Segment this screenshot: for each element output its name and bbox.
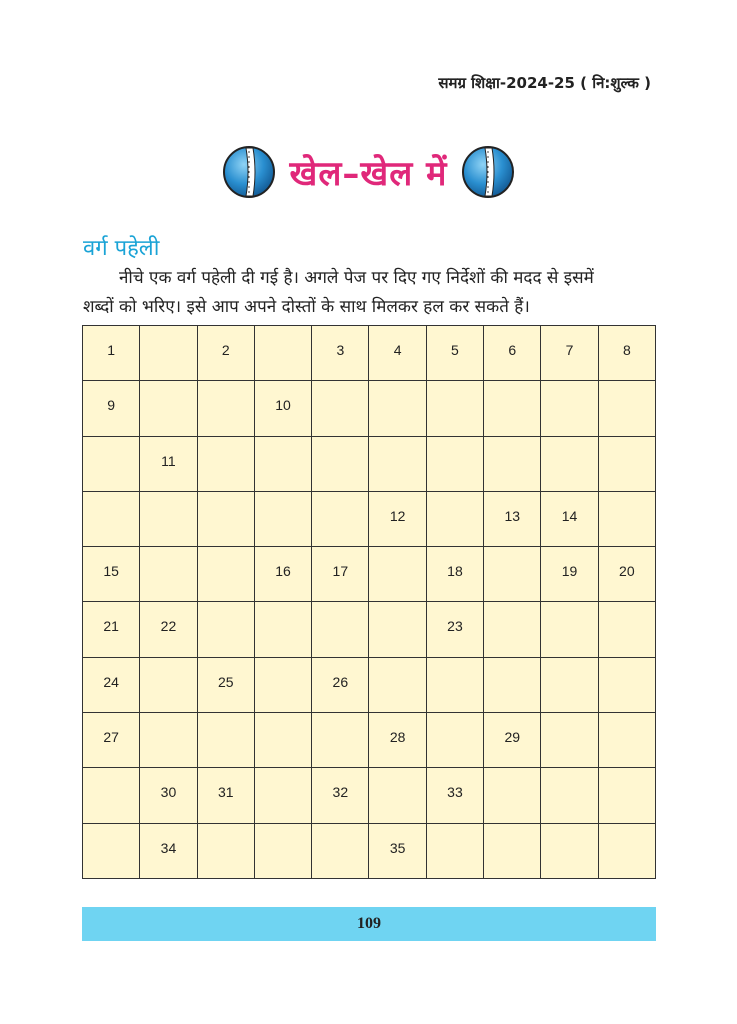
grid-cell[interactable] (484, 768, 541, 823)
grid-cell[interactable] (484, 602, 541, 657)
grid-cell[interactable] (255, 492, 312, 547)
cell-number: 33 (447, 784, 463, 801)
cell-number: 31 (217, 784, 234, 801)
cell-number: 6 (508, 342, 517, 358)
grid-cell[interactable] (599, 602, 656, 657)
cell-number: 2 (221, 342, 230, 358)
page-header: समग्र शिक्षा-2024-25 ( नि:शुल्क ) (438, 74, 651, 92)
intro-line-1: नीचे एक वर्ग पहेली दी गई है। अगले पेज पर दिए गए निर्देशों की मदद से इसमें (119, 268, 594, 288)
cell-number: 7 (565, 342, 574, 358)
cell-number: 21 (103, 618, 119, 635)
grid-cell[interactable] (484, 381, 541, 436)
page-title: खेल–खेल में (289, 154, 448, 194)
cell-number: 20 (619, 563, 635, 580)
grid-cell[interactable] (369, 768, 426, 823)
grid-cell[interactable] (599, 658, 656, 713)
grid-cell[interactable] (484, 437, 541, 492)
cell-number: 14 (561, 507, 578, 524)
grid-cell[interactable] (541, 713, 598, 768)
grid-cell[interactable] (369, 658, 426, 713)
grid-cell[interactable] (140, 658, 197, 713)
ball-icon (461, 145, 515, 199)
cell-number: 19 (561, 563, 578, 580)
grid-cell[interactable] (484, 492, 541, 547)
grid-cell[interactable] (140, 824, 197, 879)
grid-cell[interactable] (140, 602, 197, 657)
grid-cell[interactable] (198, 713, 255, 768)
cell-number: 18 (447, 563, 463, 580)
grid-cell[interactable] (484, 824, 541, 879)
grid-cell[interactable] (599, 824, 656, 879)
cell-number: 24 (103, 673, 119, 690)
grid-cell[interactable] (83, 381, 140, 436)
grid-cell[interactable] (140, 492, 197, 547)
grid-cell[interactable] (427, 658, 484, 713)
cell-number: 28 (389, 729, 406, 746)
ball-icon (222, 145, 276, 199)
cell-number: 35 (389, 839, 406, 856)
grid-cell[interactable] (312, 768, 369, 823)
cell-number: 4 (393, 342, 402, 358)
grid-cell[interactable] (427, 492, 484, 547)
grid-cell[interactable] (599, 326, 656, 381)
grid-cell[interactable] (140, 713, 197, 768)
grid-cell[interactable] (312, 602, 369, 657)
grid-cell[interactable] (427, 326, 484, 381)
grid-cell[interactable] (369, 326, 426, 381)
cell-number: 25 (217, 673, 234, 690)
grid-cell[interactable] (255, 658, 312, 713)
grid-cell[interactable] (198, 602, 255, 657)
cell-number: 8 (622, 342, 631, 358)
grid-cell[interactable] (484, 658, 541, 713)
grid-cell[interactable] (541, 768, 598, 823)
grid-cell[interactable] (83, 547, 140, 602)
grid-cell[interactable] (427, 437, 484, 492)
grid-cell[interactable] (83, 713, 140, 768)
grid-cell[interactable] (427, 768, 484, 823)
grid-cell[interactable] (427, 602, 484, 657)
cell-number: 13 (504, 507, 521, 524)
grid-cell[interactable] (312, 713, 369, 768)
intro-line-2: शब्दों को भरिए। इसे आप अपने दोस्तों के साथ मिलकर हल कर सकते हैं। (83, 297, 530, 317)
grid-cell[interactable] (312, 547, 369, 602)
grid-cell[interactable] (369, 713, 426, 768)
grid-cell[interactable] (83, 492, 140, 547)
grid-cell[interactable] (599, 381, 656, 436)
grid-cell[interactable] (369, 824, 426, 879)
grid-cell[interactable] (312, 658, 369, 713)
cell-number: 34 (160, 839, 177, 856)
crossword-grid (82, 325, 656, 879)
cell-number: 3 (336, 342, 345, 358)
grid-cell[interactable] (541, 824, 598, 879)
grid-cell[interactable] (140, 547, 197, 602)
cell-number: 23 (447, 618, 463, 635)
grid-cell[interactable] (83, 658, 140, 713)
grid-cell[interactable] (369, 492, 426, 547)
grid-cell[interactable] (599, 547, 656, 602)
grid-cell[interactable] (541, 437, 598, 492)
grid-cell[interactable] (312, 326, 369, 381)
grid-cell[interactable] (83, 602, 140, 657)
grid-cell[interactable] (599, 768, 656, 823)
section-heading: वर्ग पहेली (83, 236, 160, 261)
grid-cell[interactable] (369, 602, 426, 657)
grid-cell[interactable] (427, 713, 484, 768)
grid-cell[interactable] (255, 547, 312, 602)
cell-number: 5 (451, 342, 459, 358)
grid-cell[interactable] (369, 381, 426, 436)
grid-cell[interactable] (255, 768, 312, 823)
grid-cell[interactable] (541, 547, 598, 602)
cell-number: 15 (103, 563, 119, 580)
cell-number: 17 (332, 563, 349, 580)
grid-cell[interactable] (541, 658, 598, 713)
grid-cell[interactable] (484, 547, 541, 602)
grid-cell[interactable] (255, 602, 312, 657)
grid-cell[interactable] (427, 824, 484, 879)
grid-cell[interactable] (198, 437, 255, 492)
grid-cell[interactable] (312, 492, 369, 547)
page-number: 109 (357, 915, 381, 932)
grid-cell[interactable] (541, 326, 598, 381)
cell-number: 11 (161, 452, 176, 469)
grid-cell[interactable] (541, 381, 598, 436)
grid-cell[interactable] (255, 713, 312, 768)
grid-cell[interactable] (198, 492, 255, 547)
grid-cell[interactable] (198, 326, 255, 381)
grid-cell[interactable] (427, 547, 484, 602)
grid-cell[interactable] (312, 824, 369, 879)
grid-cell[interactable] (484, 713, 541, 768)
grid-cell[interactable] (312, 381, 369, 436)
grid-cell[interactable] (255, 824, 312, 879)
cell-number: 10 (275, 397, 291, 414)
grid-cell[interactable] (599, 492, 656, 547)
cell-number: 27 (103, 729, 119, 746)
cell-number: 16 (275, 563, 291, 580)
cell-number: 32 (332, 784, 349, 801)
cell-number: 22 (160, 618, 177, 635)
grid-cell[interactable] (83, 437, 140, 492)
cell-number: 26 (332, 673, 349, 690)
grid-cell[interactable] (198, 381, 255, 436)
grid-cell[interactable] (427, 381, 484, 436)
grid-cell[interactable] (599, 437, 656, 492)
cell-number: 30 (160, 784, 177, 801)
grid-cell[interactable] (83, 824, 140, 879)
title-row (0, 142, 737, 202)
grid-cell[interactable] (83, 768, 140, 823)
grid-cell[interactable] (369, 437, 426, 492)
cell-number: 29 (504, 729, 521, 746)
grid-cell[interactable] (83, 326, 140, 381)
grid-cell[interactable] (255, 381, 312, 436)
grid-cell[interactable] (198, 658, 255, 713)
grid-cell[interactable] (369, 547, 426, 602)
cell-number: 1 (107, 342, 116, 358)
grid-cell[interactable] (198, 547, 255, 602)
grid-cell[interactable] (140, 326, 197, 381)
grid-cell[interactable] (541, 602, 598, 657)
intro-paragraph (83, 264, 657, 322)
grid-cell[interactable] (198, 768, 255, 823)
grid-cell[interactable] (312, 437, 369, 492)
grid-cell[interactable] (140, 437, 197, 492)
footer-bar (82, 907, 656, 941)
grid-cell[interactable] (255, 437, 312, 492)
grid-cell[interactable] (140, 381, 197, 436)
cell-number: 12 (389, 507, 406, 524)
grid-cell[interactable] (599, 713, 656, 768)
grid-cell[interactable] (140, 768, 197, 823)
cell-number: 9 (107, 397, 116, 414)
grid-cell[interactable] (198, 824, 255, 879)
grid-cell[interactable] (255, 326, 312, 381)
grid-cell[interactable] (484, 326, 541, 381)
grid-cell[interactable] (541, 492, 598, 547)
